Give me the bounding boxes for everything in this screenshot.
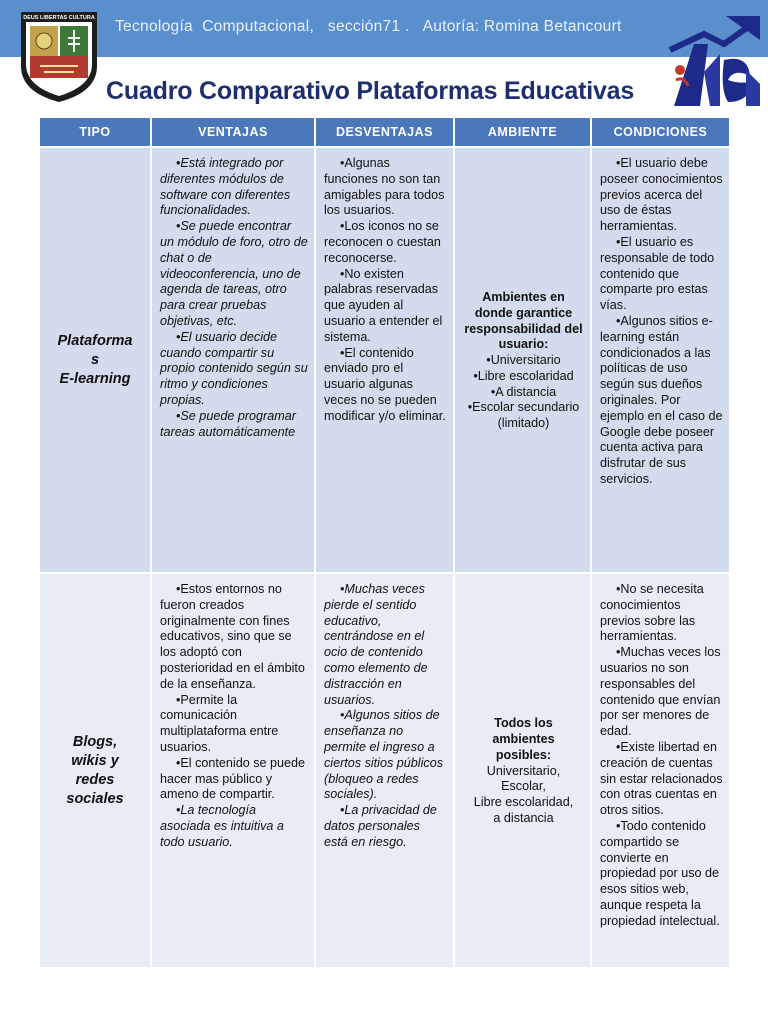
list-item: •Escolar secundario (limitado): [467, 400, 580, 431]
seal-motto: DEUS LIBERTAS CULTURA: [23, 15, 95, 21]
page-title: Cuadro Comparativo Plataformas Educativas: [106, 77, 635, 105]
list-item: •El usuario es responsable de todo contenido que comparte pro estas vías.: [600, 234, 715, 313]
tipo-cell: [40, 148, 150, 572]
header-bar: [0, 0, 768, 57]
list-item: •Existe libertad en creación de cuentas sin estar relacionados con otras cuentas en otros sitios.: [600, 739, 723, 818]
list-item: Escolar,: [501, 779, 546, 794]
university-seal-logo: [18, 8, 100, 104]
list-item: •Estos entornos no fueron creados originalmente con fines educativos, sino que se los adoptó con posterioridad en el ámbito de la enseñanza.: [160, 582, 305, 691]
list-item: •No se necesita conocimientos previos sobre las herramientas.: [600, 582, 704, 644]
list-item: •Algunas funciones no son tan amigables para todos los usuarios.: [324, 156, 445, 218]
desventajas-cell: [316, 574, 453, 967]
list-item: •Todo contenido compartido se convierte en propiedad por uso de esos sitios web, aunque respeta la propiedad intelectual.: [600, 818, 720, 928]
list-item: •Muchas veces pierde el sentido educativo, centrándose en el ocio de contenido como elemento de distracción en usuarios.: [324, 582, 428, 707]
list-item: •Universitario: [486, 353, 561, 368]
desventajas-cell: [316, 148, 453, 572]
list-item: •Muchas veces los usuarios no son responsables del contenido que envían por ser menores de edad.: [600, 645, 721, 739]
list-item: •La tecnología asociada es intuitiva a todo usuario.: [160, 803, 284, 849]
list-item: •El usuario decide cuando compartir su propio contenido según su ritmo y condiciones propias.: [160, 329, 308, 407]
list-item: •Se puede encontrar un módulo de foro, otro de chat o de videoconferencia, uno de agenda de tareas, otro para crear pruebas objetivas, etc.: [160, 219, 308, 328]
table-row-social: [40, 574, 729, 967]
list-item: •Está integrado por diferentes módulos de software con diferentes funcionalidades.: [160, 156, 291, 218]
list-item: •Algunos sitios de enseñanza no permite el ingreso a ciertos sitios públicos (bloqueo a redes sociales).: [324, 708, 443, 802]
ambiente-cell: [455, 574, 590, 967]
header-tipo: TIPO: [40, 118, 150, 146]
list-item: Universitario,: [486, 763, 561, 778]
ambiente-heading: Ambientes en donde garantice responsabilidad del usuario:: [464, 289, 583, 352]
header-condiciones: CONDICIONES: [592, 118, 729, 146]
ambiente-heading: Todos los ambientes posibles:: [492, 716, 555, 762]
list-item: •A distancia: [490, 384, 557, 399]
header-ventajas: VENTAJAS: [152, 118, 314, 146]
table-header-row: [40, 118, 729, 146]
list-item: a distancia: [493, 810, 554, 825]
list-item: •Se puede programar tareas automáticamente: [160, 408, 296, 439]
list-item: •No existen palabras reservadas que ayuden al usuario a entender el sistema.: [324, 266, 443, 344]
list-item: Libre escolaridad,: [473, 795, 574, 810]
condiciones-cell: [592, 148, 729, 572]
list-item: •Los iconos no se reconocen o cuestan reconocerse.: [324, 219, 441, 265]
ventajas-cell: [152, 574, 314, 967]
header-ambiente: AMBIENTE: [455, 118, 590, 146]
ambiente-cell: [455, 148, 590, 572]
condiciones-cell: [592, 574, 729, 967]
tipo-label: Blogs, wikis y redes sociales: [66, 733, 124, 807]
course-author-line: Tecnología Computacional, sección71 . Autoría: Romina Betancourt: [115, 18, 622, 35]
list-item: •Permite la comunicación multiplataforma entre usuarios.: [160, 692, 279, 754]
list-item: •Algunos sitios e-learning están condicionados a las políticas de uso según sus dueños originales. Por ejemplo en el caso de Google debe poseer cuenta activa para disfrutar de sus servicios.: [600, 313, 723, 486]
comparison-table: [38, 116, 731, 969]
ventajas-cell: [152, 148, 314, 572]
institution-logo: [664, 10, 764, 110]
tipo-cell: [40, 574, 150, 967]
list-item: •Libre escolaridad: [473, 368, 574, 383]
list-item: •El usuario debe poseer conocimientos previos acerca del uso de éstas herramientas.: [600, 156, 723, 234]
list-item: •El contenido se puede hacer mas público y ameno de compartir.: [160, 755, 306, 802]
list-item: •La privacidad de datos personales está en riesgo.: [324, 803, 437, 849]
header-desventajas: DESVENTAJAS: [316, 118, 453, 146]
tipo-label: Plataforma s E-learning: [57, 332, 133, 387]
table-row-elearning: [40, 148, 729, 572]
list-item: •El contenido enviado pro el usuario algunas veces no se pueden modificar y/o eliminar.: [324, 345, 446, 423]
